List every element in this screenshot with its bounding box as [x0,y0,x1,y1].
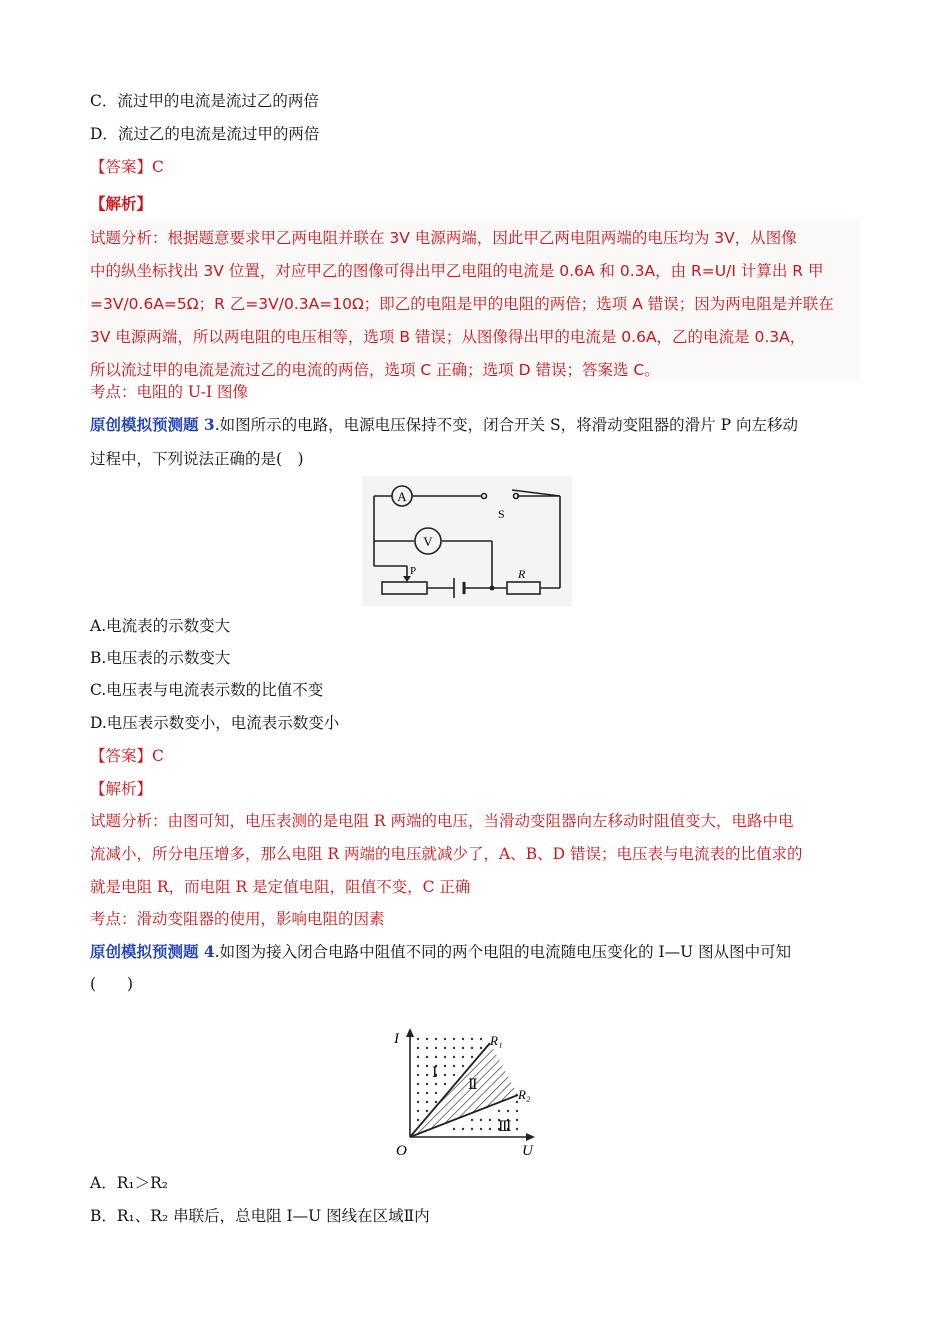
origin-label: O [396,1143,407,1159]
graph-dot [471,1056,473,1058]
q4-stem-text: .如图为接入闭合电路中阻值不同的两个电阻的电流随电压变化的 I—U 图从图中可知 [214,943,792,961]
q4-label: 原创模拟预测题 4 [90,942,215,961]
q4-option-b: B．R₁、R₂ 串联后，总电阻 I—U 图线在区域Ⅱ内 [90,1207,430,1225]
graph-dot [444,1038,446,1040]
graph-dot [417,1092,419,1094]
q3-analysis-line-3: 就是电阻 R，而电阻 R 是定值电阻，阻值不变，C 正确 [90,878,471,896]
q2-option-c: C．流过甲的电流是流过乙的两倍 [90,92,319,110]
voltmeter-label: V [423,534,433,549]
graph-dot [417,1110,419,1112]
y-axis-arrow [406,1028,414,1037]
graph-dot [462,1038,464,1040]
q2-kaodian: 考点：电阻的 U-I 图像 [90,383,249,401]
graph-dot [471,1128,473,1130]
q4-stem-line-2: ( ) [90,975,134,993]
graph-dot [453,1038,455,1040]
q4-iu-graph [390,1025,550,1160]
graph-dot [444,1047,446,1049]
graph-dot [417,1074,419,1076]
region-ii-label: Ⅱ [468,1078,478,1093]
q3-kaodian: 考点：滑动变阻器的使用，影响电阻的因素 [90,910,385,928]
junction-dot [490,586,495,591]
graph-dot [471,1038,473,1040]
q3-option-c: C.电压表与电流表示数的比值不变 [90,681,324,699]
graph-dot [480,1119,482,1121]
q3-option-a: A.电流表的示数变大 [90,617,231,635]
q2-option-d: D．流过乙的电流是流过甲的两倍 [90,125,320,143]
x-axis-label: U [522,1143,533,1159]
graph-dot [489,1128,491,1130]
graph-dot [516,1119,518,1121]
r1-label: R₁ [490,1033,503,1048]
graph-dot [426,1092,428,1094]
ammeter-label: A [397,489,407,504]
graph-dot [480,1128,482,1130]
q3-circuit-figure [362,476,572,606]
switch-label: S [498,507,505,521]
graph-dot [435,1056,437,1058]
graph-dot [444,1056,446,1058]
q4-option-a: A．R₁＞R₂ [90,1174,168,1192]
graph-dot [462,1056,464,1058]
q2-analysis-line-2: 中的纵坐标找出 3V 位置，对应甲乙的图像可得出甲乙电阻的电流是 0.6A 和 0.3A，由 R=U/I 计算出 R 甲 [90,262,824,280]
graph-dot [471,1047,473,1049]
graph-dot [435,1047,437,1049]
graph-dot [453,1074,455,1076]
q2-analysis-line-3: =3V/0.6A=5Ω；R 乙=3V/0.3A=10Ω；即乙的电阻是甲的电阻的两倍；选项 A 错误；因为两电阻是并联在 [90,295,834,313]
q3-analysis-line-1: 试题分析：由图可知，电压表测的是电阻 R 两端的电压，当滑动变阻器向左移动时阻值变大，电路中电 [90,812,794,830]
graph-dot [444,1074,446,1076]
graph-dot [453,1047,455,1049]
graph-dot [444,1083,446,1085]
q2-analysis-line-1: 试题分析：根据题意要求甲乙两电阻并联在 3V 电源两端，因此甲乙两电阻两端的电压均为 3V，从图像 [90,229,797,247]
slider-label: P [410,565,417,577]
graph-dot [471,1119,473,1121]
graph-dot [426,1065,428,1067]
circuit-diagram [362,476,572,606]
graph-dot [462,1128,464,1130]
graph-dot [480,1047,482,1049]
x-axis-arrow [526,1133,535,1141]
graph-dot [426,1074,428,1076]
graph-dot [417,1038,419,1040]
q3-label: 原创模拟预测题 3 [90,415,215,434]
graph-dot [426,1038,428,1040]
graph-dot [417,1083,419,1085]
q2-analysis-line-4: 3V 电源两端，所以两电阻的电压相等，选项 B 错误；从图像得出甲的电流是 0.6A，乙的电流是 0.3A， [90,328,806,346]
graph-dot [453,1128,455,1130]
graph-dot [462,1047,464,1049]
graph-dot [417,1065,419,1067]
region-i-label: Ⅰ [432,1066,438,1081]
graph-dot [426,1110,428,1112]
graph-dot [453,1056,455,1058]
graph-dot [453,1065,455,1067]
q3-option-d: D.电压表示数变小，电流表示数变小 [90,714,340,732]
graph-dot [426,1047,428,1049]
q2-answer: 【答案】C [90,158,164,176]
q3-stem-line-2: 过程中，下列说法正确的是( ) [90,450,304,468]
q2-analysis-label: 【解析】 [90,194,153,213]
graph-dot [435,1038,437,1040]
q3-answer: 【答案】C [90,747,164,765]
graph-dot [417,1047,419,1049]
graph-dot [498,1110,500,1112]
graph-dot [435,1101,437,1103]
y-axis-label: I [394,1031,399,1047]
q2-analysis-line-5: 所以流过甲的电流是流过乙的电流的两倍，选项 C 正确；选项 D 错误；答案选 C。 [90,361,660,379]
graph-dot [435,1092,437,1094]
q3-analysis-label: 【解析】 [90,780,153,798]
q3-option-b: B.电压表的示数变大 [90,649,231,667]
graph-dot [480,1038,482,1040]
graph-dot [516,1110,518,1112]
graph-dot [516,1128,518,1130]
q3-stem-line-1 [90,415,798,435]
resistor-label: R [518,567,526,581]
graph-dot [507,1110,509,1112]
graph-dot [426,1101,428,1103]
graph-dot [426,1083,428,1085]
graph-dot [435,1083,437,1085]
graph-dot [426,1056,428,1058]
graph-dot [417,1119,419,1121]
graph-dot [489,1119,491,1121]
region-iii-label: Ⅲ [498,1120,512,1135]
q4-stem-line-1 [90,942,791,962]
q3-stem-text: .如图所示的电路，电源电压保持不变，闭合开关 S，将滑动变阻器的滑片 P 向左移动 [214,416,798,434]
graph-dot [417,1101,419,1103]
iu-graph-svg [390,1025,550,1160]
graph-dot [417,1056,419,1058]
q3-analysis-line-2: 流减小，所分电压增多，那么电阻 R 两端的电压就减少了，A、B、D 错误；电压表与电流表的比值求的 [90,845,803,863]
graph-dot [444,1065,446,1067]
graph-dot [462,1065,464,1067]
r2-label: R₂ [518,1087,531,1102]
